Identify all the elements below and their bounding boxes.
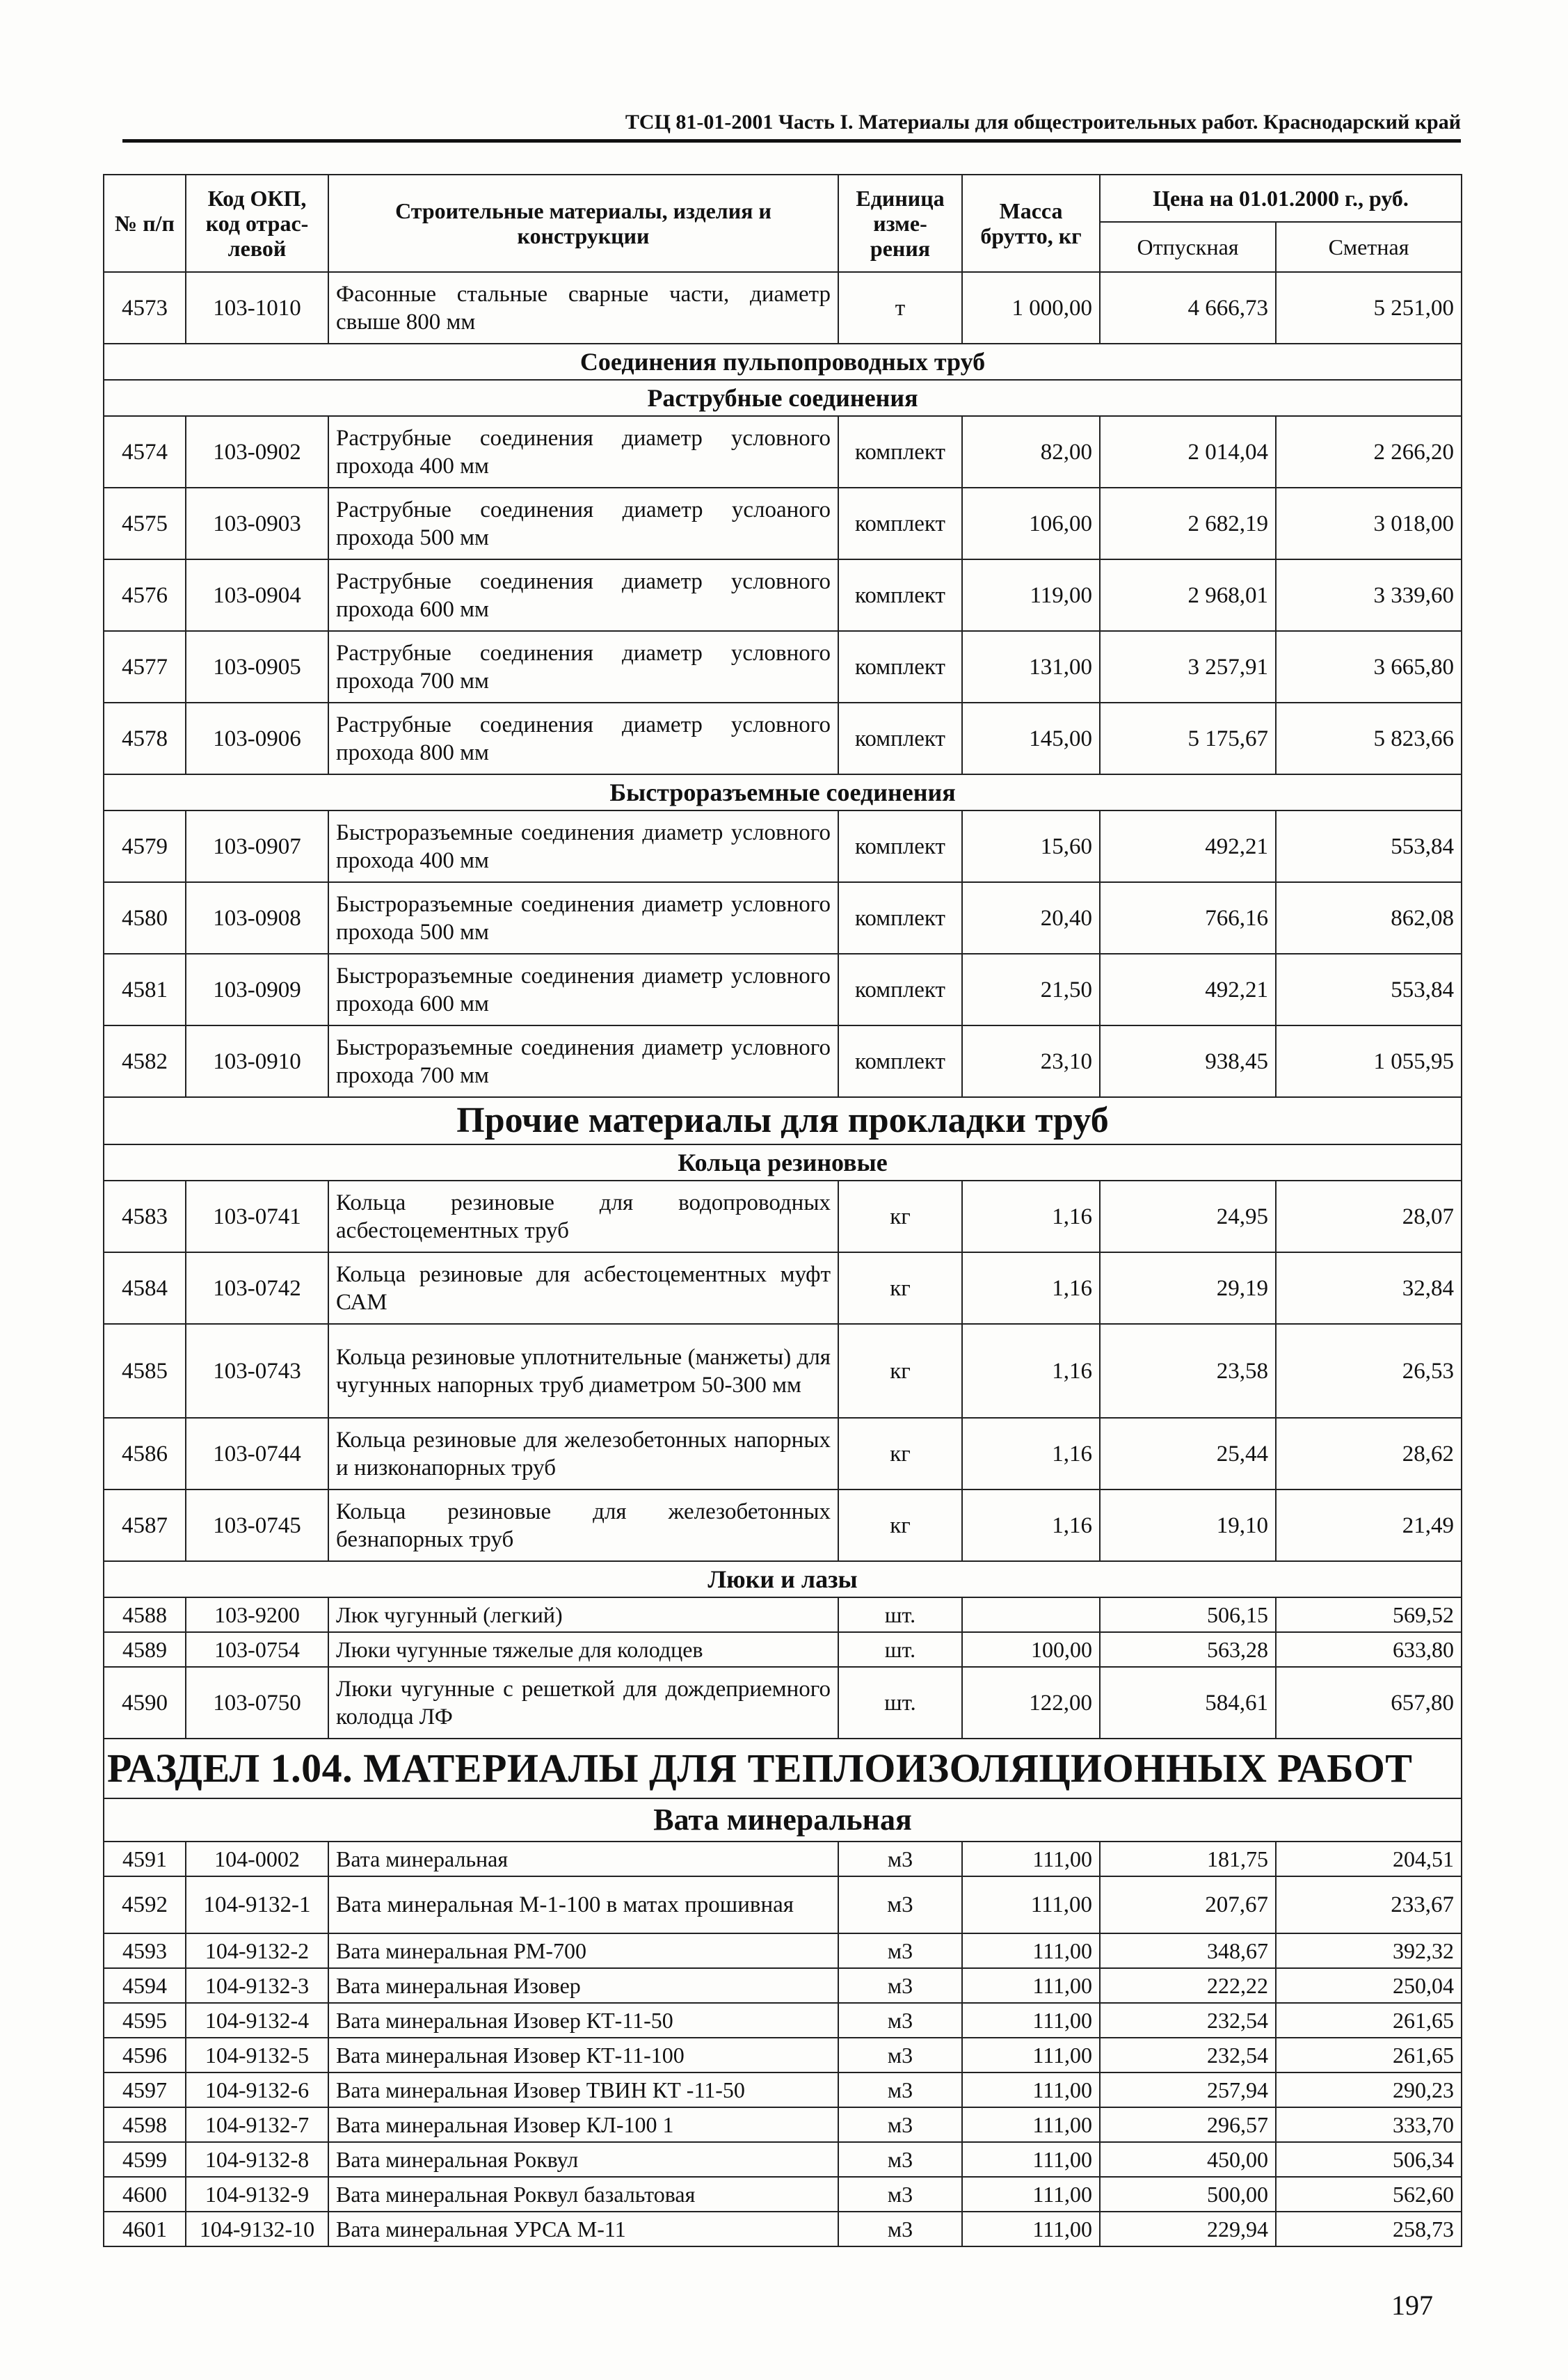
- row-price-est: 569,52: [1276, 1597, 1462, 1632]
- row-mass: 1,16: [962, 1252, 1100, 1324]
- row-code: 103-0902: [186, 416, 328, 488]
- row-mass: 1,16: [962, 1418, 1100, 1490]
- row-name: Раструбные соединения диаметр услоаного прохода 500 мм: [328, 488, 838, 559]
- row-number: 4596: [104, 2038, 186, 2072]
- row-unit: комплект: [838, 1025, 962, 1097]
- row-number: 4601: [104, 2212, 186, 2246]
- row-name: Вата минеральная УРСА М-11: [328, 2212, 838, 2246]
- section-title: Быстроразъемные соединения: [104, 774, 1462, 810]
- row-price-sale: 232,54: [1100, 2003, 1276, 2038]
- table-row: [104, 488, 1462, 559]
- section-title: Соединения пульпопроводных труб: [104, 344, 1462, 380]
- row-number: 4593: [104, 1933, 186, 1968]
- row-mass: 100,00: [962, 1632, 1100, 1667]
- row-code: 104-9132-3: [186, 1968, 328, 2003]
- row-unit: комплект: [838, 631, 962, 703]
- table-row: [104, 1025, 1462, 1097]
- row-price-est: 862,08: [1276, 882, 1462, 954]
- materials-table: [103, 174, 1462, 2247]
- table-row: [104, 954, 1462, 1025]
- col-header-mass: Масса брутто, кг: [962, 175, 1100, 272]
- row-name: Вата минеральная Изовер ТВИН КТ -11-50: [328, 2072, 838, 2107]
- row-price-est: 28,07: [1276, 1181, 1462, 1252]
- row-mass: 111,00: [962, 2107, 1100, 2142]
- table-row: [104, 272, 1462, 344]
- row-name: Фасонные стальные сварные части, диаметр свыше 800 мм: [328, 272, 838, 344]
- row-unit: комплект: [838, 559, 962, 631]
- row-code: 103-9200: [186, 1597, 328, 1632]
- row-price-est: 392,32: [1276, 1933, 1462, 1968]
- row-price-est: 633,80: [1276, 1632, 1462, 1667]
- row-price-sale: 181,75: [1100, 1842, 1276, 1876]
- row-number: 4578: [104, 703, 186, 774]
- row-price-sale: 25,44: [1100, 1418, 1276, 1490]
- table-row: [104, 416, 1462, 488]
- row-code: 103-0745: [186, 1490, 328, 1561]
- row-number: 4576: [104, 559, 186, 631]
- row-name: Вата минеральная Изовер КЛ-100 1: [328, 2107, 838, 2142]
- row-unit: шт.: [838, 1632, 962, 1667]
- table-header: [104, 175, 1462, 272]
- row-unit: м3: [838, 1968, 962, 2003]
- row-price-est: 657,80: [1276, 1667, 1462, 1739]
- row-unit: кг: [838, 1324, 962, 1418]
- row-price-sale: 296,57: [1100, 2107, 1276, 2142]
- row-unit: комплект: [838, 810, 962, 882]
- header-rule: [122, 139, 1461, 143]
- row-price-sale: 348,67: [1100, 1933, 1276, 1968]
- row-price-est: 553,84: [1276, 954, 1462, 1025]
- row-price-sale: 229,94: [1100, 2212, 1276, 2246]
- table-row: [104, 559, 1462, 631]
- row-code: 103-0908: [186, 882, 328, 954]
- row-mass: 145,00: [962, 703, 1100, 774]
- row-price-sale: 2 682,19: [1100, 488, 1276, 559]
- row-price-sale: 23,58: [1100, 1324, 1276, 1418]
- row-name: Раструбные соединения диаметр условного прохода 400 мм: [328, 416, 838, 488]
- row-mass: 106,00: [962, 488, 1100, 559]
- row-price-est: 553,84: [1276, 810, 1462, 882]
- row-price-sale: 19,10: [1100, 1490, 1276, 1561]
- row-code: 103-0741: [186, 1181, 328, 1252]
- row-mass: 111,00: [962, 1933, 1100, 1968]
- row-code: 104-9132-6: [186, 2072, 328, 2107]
- row-name: Быстроразъемные соединения диаметр условного прохода 600 мм: [328, 954, 838, 1025]
- row-price-est: 1 055,95: [1276, 1025, 1462, 1097]
- row-unit: кг: [838, 1490, 962, 1561]
- row-price-sale: 257,94: [1100, 2072, 1276, 2107]
- row-price-est: 5 251,00: [1276, 272, 1462, 344]
- row-mass: 1 000,00: [962, 272, 1100, 344]
- row-name: Люки чугунные с решеткой для дождеприемного колодца ЛФ: [328, 1667, 838, 1739]
- row-name: Раструбные соединения диаметр условного прохода 800 мм: [328, 703, 838, 774]
- row-unit: м3: [838, 2212, 962, 2246]
- row-code: 104-9132-5: [186, 2038, 328, 2072]
- row-price-sale: 4 666,73: [1100, 272, 1276, 344]
- row-price-sale: 938,45: [1100, 1025, 1276, 1097]
- table-row: [104, 2107, 1462, 2142]
- row-unit: м3: [838, 2107, 962, 2142]
- row-price-sale: 2 968,01: [1100, 559, 1276, 631]
- row-name: Кольца резиновые для водопроводных асбестоцементных труб: [328, 1181, 838, 1252]
- row-mass: 111,00: [962, 2142, 1100, 2177]
- row-price-est: 204,51: [1276, 1842, 1462, 1876]
- row-mass: 1,16: [962, 1181, 1100, 1252]
- row-name: Вата минеральная: [328, 1842, 838, 1876]
- col-header-price-sale: Отпускная: [1100, 222, 1276, 272]
- row-number: 4575: [104, 488, 186, 559]
- row-code: 103-0907: [186, 810, 328, 882]
- row-number: 4583: [104, 1181, 186, 1252]
- row-price-est: 250,04: [1276, 1968, 1462, 2003]
- row-price-sale: 3 257,91: [1100, 631, 1276, 703]
- table-row: [104, 703, 1462, 774]
- table-row: [104, 2212, 1462, 2246]
- row-name: Раструбные соединения диаметр условного прохода 600 мм: [328, 559, 838, 631]
- row-number: 4581: [104, 954, 186, 1025]
- table-row: [104, 1667, 1462, 1739]
- row-name: Люк чугунный (легкий): [328, 1597, 838, 1632]
- row-name: Быстроразъемные соединения диаметр условного прохода 700 мм: [328, 1025, 838, 1097]
- col-header-num: № п/п: [104, 175, 186, 272]
- row-mass: 111,00: [962, 2038, 1100, 2072]
- table-row: [104, 810, 1462, 882]
- row-price-sale: 29,19: [1100, 1252, 1276, 1324]
- row-unit: м3: [838, 2177, 962, 2212]
- row-mass: 111,00: [962, 1876, 1100, 1933]
- row-code: 103-0909: [186, 954, 328, 1025]
- row-name: Быстроразъемные соединения диаметр условного прохода 500 мм: [328, 882, 838, 954]
- row-number: 4588: [104, 1597, 186, 1632]
- row-name: Вата минеральная РМ-700: [328, 1933, 838, 1968]
- row-name: Кольца резиновые для железобетонных напорных и низконапорных труб: [328, 1418, 838, 1490]
- row-code: 104-9132-10: [186, 2212, 328, 2246]
- row-number: 4598: [104, 2107, 186, 2142]
- row-number: 4582: [104, 1025, 186, 1097]
- row-mass: 15,60: [962, 810, 1100, 882]
- row-number: 4584: [104, 1252, 186, 1324]
- section-title: РАЗДЕЛ 1.04. МАТЕРИАЛЫ ДЛЯ ТЕПЛОИЗОЛЯЦИОННЫХ РАБОТ: [104, 1739, 1462, 1798]
- row-name: Кольца резиновые для железобетонных безнапорных труб: [328, 1490, 838, 1561]
- row-price-sale: 232,54: [1100, 2038, 1276, 2072]
- row-mass: 122,00: [962, 1667, 1100, 1739]
- table-row: [104, 2038, 1462, 2072]
- row-code: 103-0742: [186, 1252, 328, 1324]
- col-header-name: Строительные материалы, изделия и конструкции: [328, 175, 838, 272]
- table-row: [104, 1876, 1462, 1933]
- row-mass: 23,10: [962, 1025, 1100, 1097]
- table-row: [104, 1324, 1462, 1418]
- row-number: 4579: [104, 810, 186, 882]
- section-row: [104, 1097, 1462, 1144]
- row-name: Раструбные соединения диаметр условного прохода 700 мм: [328, 631, 838, 703]
- row-mass: 82,00: [962, 416, 1100, 488]
- row-number: 4577: [104, 631, 186, 703]
- row-unit: м3: [838, 2038, 962, 2072]
- row-unit: м3: [838, 2003, 962, 2038]
- row-number: 4587: [104, 1490, 186, 1561]
- section-row: [104, 774, 1462, 810]
- row-unit: шт.: [838, 1597, 962, 1632]
- row-name: Люки чугунные тяжелые для колодцев: [328, 1632, 838, 1667]
- row-code: 104-9132-9: [186, 2177, 328, 2212]
- table-row: [104, 1418, 1462, 1490]
- row-price-sale: 450,00: [1100, 2142, 1276, 2177]
- row-mass: 111,00: [962, 2003, 1100, 2038]
- row-name: Вата минеральная Роквул базальтовая: [328, 2177, 838, 2212]
- row-code: 103-0744: [186, 1418, 328, 1490]
- table-row: [104, 2072, 1462, 2107]
- row-mass: 131,00: [962, 631, 1100, 703]
- table-row: [104, 1181, 1462, 1252]
- row-code: 103-0910: [186, 1025, 328, 1097]
- row-price-est: 28,62: [1276, 1418, 1462, 1490]
- row-code: 103-0904: [186, 559, 328, 631]
- row-mass: 111,00: [962, 1842, 1100, 1876]
- col-header-price-group: Цена на 01.01.2000 г., руб.: [1100, 175, 1462, 222]
- section-title: Раструбные соединения: [104, 380, 1462, 416]
- row-mass: 20,40: [962, 882, 1100, 954]
- row-price-est: 261,65: [1276, 2038, 1462, 2072]
- section-row: [104, 1739, 1462, 1798]
- row-number: 4589: [104, 1632, 186, 1667]
- row-price-est: 562,60: [1276, 2177, 1462, 2212]
- table-row: [104, 1842, 1462, 1876]
- row-number: 4574: [104, 416, 186, 488]
- section-row: [104, 380, 1462, 416]
- row-price-est: 2 266,20: [1276, 416, 1462, 488]
- row-code: 103-0903: [186, 488, 328, 559]
- row-number: 4592: [104, 1876, 186, 1933]
- row-mass: 1,16: [962, 1490, 1100, 1561]
- row-number: 4585: [104, 1324, 186, 1418]
- row-code: 103-0750: [186, 1667, 328, 1739]
- table-row: [104, 1968, 1462, 2003]
- row-price-est: 290,23: [1276, 2072, 1462, 2107]
- table-row: [104, 1933, 1462, 1968]
- section-row: [104, 1144, 1462, 1181]
- table-row: [104, 1490, 1462, 1561]
- row-mass: 111,00: [962, 2212, 1100, 2246]
- table-row: [104, 2003, 1462, 2038]
- row-unit: кг: [838, 1252, 962, 1324]
- row-unit: шт.: [838, 1667, 962, 1739]
- row-number: 4590: [104, 1667, 186, 1739]
- row-price-est: 261,65: [1276, 2003, 1462, 2038]
- table-row: [104, 2142, 1462, 2177]
- row-code: 104-9132-4: [186, 2003, 328, 2038]
- row-name: Вата минеральная Роквул: [328, 2142, 838, 2177]
- row-unit: комплект: [838, 954, 962, 1025]
- row-unit: м3: [838, 1933, 962, 1968]
- row-price-sale: 506,15: [1100, 1597, 1276, 1632]
- row-code: 104-9132-8: [186, 2142, 328, 2177]
- table-row: [104, 882, 1462, 954]
- row-name: Вата минеральная М-1-100 в матах прошивная: [328, 1876, 838, 1933]
- row-price-sale: 5 175,67: [1100, 703, 1276, 774]
- section-title: Вата минеральная: [104, 1798, 1462, 1842]
- row-code: 103-0743: [186, 1324, 328, 1418]
- row-unit: комплект: [838, 703, 962, 774]
- row-code: 104-9132-7: [186, 2107, 328, 2142]
- row-mass: 21,50: [962, 954, 1100, 1025]
- row-number: 4600: [104, 2177, 186, 2212]
- row-price-est: 26,53: [1276, 1324, 1462, 1418]
- table-row: [104, 2177, 1462, 2212]
- row-code: 103-0906: [186, 703, 328, 774]
- row-unit: кг: [838, 1418, 962, 1490]
- row-price-est: 3 339,60: [1276, 559, 1462, 631]
- row-price-sale: 492,21: [1100, 810, 1276, 882]
- table-row: [104, 1597, 1462, 1632]
- row-price-sale: 584,61: [1100, 1667, 1276, 1739]
- row-name: Кольца резиновые уплотнительные (манжеты) для чугунных напорных труб диаметром 50-300 мм: [328, 1324, 838, 1418]
- row-unit: м3: [838, 2072, 962, 2107]
- row-mass: 111,00: [962, 1968, 1100, 2003]
- row-mass: 111,00: [962, 2177, 1100, 2212]
- section-title: Люки и лазы: [104, 1561, 1462, 1597]
- row-unit: комплект: [838, 416, 962, 488]
- row-unit: м3: [838, 2142, 962, 2177]
- row-number: 4573: [104, 272, 186, 344]
- row-number: 4580: [104, 882, 186, 954]
- row-number: 4597: [104, 2072, 186, 2107]
- row-price-est: 233,67: [1276, 1876, 1462, 1933]
- row-code: 103-0905: [186, 631, 328, 703]
- row-name: Вата минеральная Изовер: [328, 1968, 838, 2003]
- row-price-sale: 207,67: [1100, 1876, 1276, 1933]
- row-mass: 111,00: [962, 2072, 1100, 2107]
- row-price-sale: 563,28: [1100, 1632, 1276, 1667]
- page-number: 197: [1391, 2290, 1433, 2321]
- table-row: [104, 1632, 1462, 1667]
- row-price-sale: 2 014,04: [1100, 416, 1276, 488]
- row-price-est: 32,84: [1276, 1252, 1462, 1324]
- section-title: Кольца резиновые: [104, 1144, 1462, 1181]
- row-number: 4591: [104, 1842, 186, 1876]
- row-name: Быстроразъемные соединения диаметр условного прохода 400 мм: [328, 810, 838, 882]
- row-price-est: 5 823,66: [1276, 703, 1462, 774]
- row-price-est: 3 018,00: [1276, 488, 1462, 559]
- col-header-code: Код ОКП, код отрас-левой: [186, 175, 328, 272]
- row-mass: [962, 1597, 1100, 1632]
- row-mass: 119,00: [962, 559, 1100, 631]
- row-name: Вата минеральная Изовер КТ-11-50: [328, 2003, 838, 2038]
- row-number: 4594: [104, 1968, 186, 2003]
- row-price-est: 258,73: [1276, 2212, 1462, 2246]
- row-unit: кг: [838, 1181, 962, 1252]
- row-number: 4586: [104, 1418, 186, 1490]
- row-unit: комплект: [838, 882, 962, 954]
- row-price-sale: 24,95: [1100, 1181, 1276, 1252]
- row-code: 104-9132-1: [186, 1876, 328, 1933]
- col-header-price-est: Сметная: [1276, 222, 1462, 272]
- row-number: 4599: [104, 2142, 186, 2177]
- table-row: [104, 1252, 1462, 1324]
- col-header-unit: Единица изме-рения: [838, 175, 962, 272]
- row-unit: т: [838, 272, 962, 344]
- row-unit: м3: [838, 1876, 962, 1933]
- row-code: 104-9132-2: [186, 1933, 328, 1968]
- row-code: 103-0754: [186, 1632, 328, 1667]
- row-name: Кольца резиновые для асбестоцементных муфт САМ: [328, 1252, 838, 1324]
- table-body: [104, 272, 1462, 2246]
- row-price-est: 333,70: [1276, 2107, 1462, 2142]
- row-number: 4595: [104, 2003, 186, 2038]
- section-row: [104, 1798, 1462, 1842]
- row-code: 103-1010: [186, 272, 328, 344]
- row-mass: 1,16: [962, 1324, 1100, 1418]
- row-unit: комплект: [838, 488, 962, 559]
- running-header: ТСЦ 81-01-2001 Часть I. Материалы для общестроительных работ. Краснодарский край: [625, 111, 1461, 134]
- row-price-sale: 492,21: [1100, 954, 1276, 1025]
- row-price-sale: 500,00: [1100, 2177, 1276, 2212]
- row-price-est: 3 665,80: [1276, 631, 1462, 703]
- row-price-sale: 222,22: [1100, 1968, 1276, 2003]
- section-row: [104, 1561, 1462, 1597]
- section-row: [104, 344, 1462, 380]
- row-name: Вата минеральная Изовер КТ-11-100: [328, 2038, 838, 2072]
- row-price-est: 506,34: [1276, 2142, 1462, 2177]
- row-unit: м3: [838, 1842, 962, 1876]
- row-price-sale: 766,16: [1100, 882, 1276, 954]
- row-code: 104-0002: [186, 1842, 328, 1876]
- table-row: [104, 631, 1462, 703]
- row-price-est: 21,49: [1276, 1490, 1462, 1561]
- section-title: Прочие материалы для прокладки труб: [104, 1097, 1462, 1144]
